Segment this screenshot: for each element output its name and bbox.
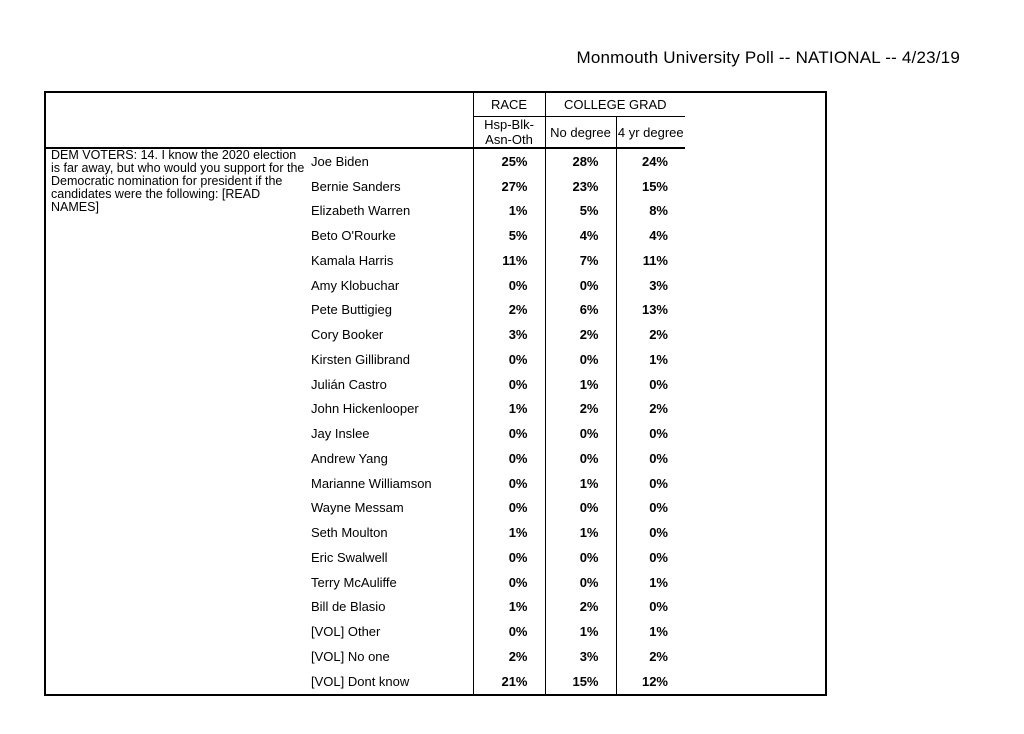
- value-cell: 1%: [545, 520, 616, 545]
- value-cell: 0%: [545, 570, 616, 595]
- value-cell: 1%: [616, 347, 685, 372]
- value-cell: 3%: [545, 644, 616, 669]
- value-cell: 15%: [545, 669, 616, 695]
- value-cell: 1%: [473, 520, 545, 545]
- value-cell: 1%: [473, 595, 545, 620]
- value-cell: 5%: [473, 223, 545, 248]
- table-row: [45, 148, 826, 174]
- value-cell: 0%: [545, 421, 616, 446]
- value-cell: 2%: [473, 298, 545, 323]
- value-cell: 0%: [545, 446, 616, 471]
- value-cell: 0%: [473, 347, 545, 372]
- candidate-name: [VOL] No one: [311, 648, 390, 664]
- value-cell: 2%: [616, 397, 685, 422]
- results-table: [44, 91, 827, 696]
- question-text: DEM VOTERS: 14. I know the 2020 election is far away, but who would you support for the Democratic nomination for president if the candidates were the following: [READ NAMES]: [51, 148, 305, 214]
- subheader-no-degree: No degree: [545, 117, 616, 149]
- value-cell: 0%: [616, 446, 685, 471]
- value-cell: 0%: [473, 273, 545, 298]
- value-cell: 3%: [473, 322, 545, 347]
- value-cell: 0%: [616, 421, 685, 446]
- subheader-hsp-blk-asn-oth: Hsp-Blk-Asn-Oth: [473, 117, 545, 149]
- candidate-name: Beto O'Rourke: [311, 228, 396, 244]
- value-cell: 2%: [545, 595, 616, 620]
- value-cell: 0%: [473, 446, 545, 471]
- value-cell: 11%: [473, 248, 545, 273]
- value-cell: 5%: [545, 199, 616, 224]
- header-blank-cell: [45, 92, 473, 148]
- candidate-name: Marianne Williamson: [311, 475, 432, 491]
- candidate-name: Cory Booker: [311, 327, 384, 343]
- value-cell: 8%: [616, 199, 685, 224]
- value-cell: 0%: [473, 545, 545, 570]
- candidate-name: Kamala Harris: [311, 252, 394, 268]
- page-title: Monmouth University Poll -- NATIONAL -- 4/23/19: [576, 48, 960, 67]
- candidate-name: John Hickenlooper: [311, 401, 419, 417]
- value-cell: 0%: [545, 273, 616, 298]
- value-cell: 15%: [616, 174, 685, 199]
- candidate-name: Kirsten Gillibrand: [311, 351, 410, 367]
- candidate-name: Jay Inslee: [311, 426, 370, 442]
- value-cell: 1%: [616, 570, 685, 595]
- group-header-row: [45, 92, 826, 117]
- value-cell: 0%: [473, 570, 545, 595]
- candidate-name: Seth Moulton: [311, 525, 388, 541]
- value-cell: 4%: [545, 223, 616, 248]
- value-cell: 2%: [616, 644, 685, 669]
- candidate-name: Julián Castro: [311, 376, 387, 392]
- value-cell: 0%: [473, 471, 545, 496]
- candidate-name: Elizabeth Warren: [311, 203, 411, 219]
- candidate-name: Joe Biden: [311, 153, 369, 169]
- candidate-name: Andrew Yang: [311, 450, 388, 466]
- value-cell: 6%: [545, 298, 616, 323]
- value-cell: 1%: [473, 199, 545, 224]
- value-cell: 0%: [545, 347, 616, 372]
- value-cell: 0%: [616, 520, 685, 545]
- candidate-name: Wayne Messam: [311, 500, 404, 516]
- value-cell: 2%: [545, 322, 616, 347]
- value-cell: 2%: [616, 322, 685, 347]
- candidate-name: Bernie Sanders: [311, 178, 401, 194]
- value-cell: 25%: [473, 148, 545, 174]
- candidate-name: Bill de Blasio: [311, 599, 386, 615]
- value-cell: 1%: [545, 619, 616, 644]
- value-cell: 2%: [473, 644, 545, 669]
- value-cell: 0%: [545, 496, 616, 521]
- value-cell: 1%: [616, 619, 685, 644]
- value-cell: 0%: [473, 496, 545, 521]
- value-cell: 11%: [616, 248, 685, 273]
- candidate-name: [VOL] Dont know: [311, 673, 410, 689]
- value-cell: 1%: [473, 397, 545, 422]
- value-cell: 24%: [616, 148, 685, 174]
- value-cell: 0%: [473, 619, 545, 644]
- value-cell: 1%: [545, 471, 616, 496]
- value-cell: 4%: [616, 223, 685, 248]
- candidate-name: Terry McAuliffe: [311, 574, 397, 590]
- value-cell: 0%: [616, 595, 685, 620]
- candidate-name: Eric Swalwell: [311, 549, 388, 565]
- value-cell: 7%: [545, 248, 616, 273]
- value-cell: 0%: [616, 372, 685, 397]
- results-body: [45, 148, 826, 695]
- subheader-4yr-degree: 4 yr degree: [616, 117, 685, 149]
- value-cell: 21%: [473, 669, 545, 695]
- group-header-race: RACE: [473, 92, 545, 117]
- value-cell: 1%: [545, 372, 616, 397]
- value-cell: 28%: [545, 148, 616, 174]
- value-cell: 3%: [616, 273, 685, 298]
- value-cell: 2%: [545, 397, 616, 422]
- value-cell: 0%: [545, 545, 616, 570]
- value-cell: 0%: [616, 496, 685, 521]
- value-cell: 0%: [473, 372, 545, 397]
- value-cell: 0%: [616, 471, 685, 496]
- value-cell: 0%: [616, 545, 685, 570]
- candidate-name: Amy Klobuchar: [311, 277, 400, 293]
- value-cell: 13%: [616, 298, 685, 323]
- value-cell: 12%: [616, 669, 685, 695]
- value-cell: 23%: [545, 174, 616, 199]
- value-cell: 27%: [473, 174, 545, 199]
- group-header-college-grad: COLLEGE GRAD: [545, 92, 685, 117]
- value-cell: 0%: [473, 421, 545, 446]
- candidate-name: Pete Buttigieg: [311, 302, 392, 318]
- candidate-name: [VOL] Other: [311, 624, 381, 640]
